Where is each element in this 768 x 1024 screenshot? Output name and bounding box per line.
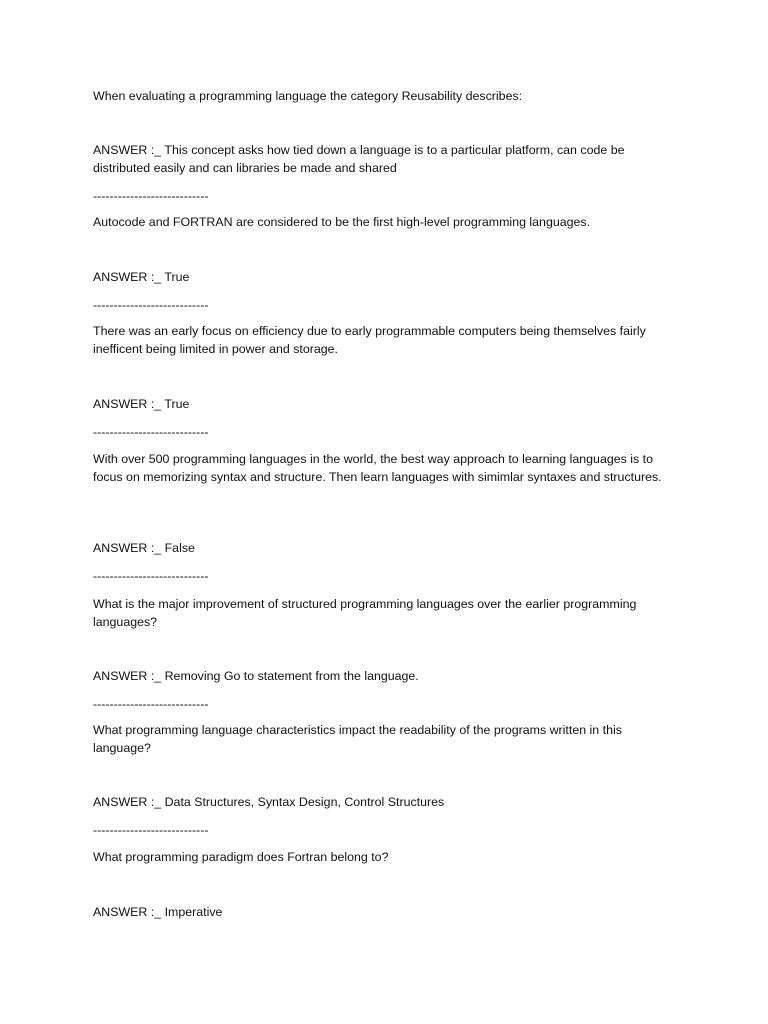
separator: ---------------------------- [93,823,209,837]
question-text: There was an early focus on efficiency due to early programmable computers being themselves fairly inefficent being limited in power and storage. [93,324,646,356]
answer-text: ANSWER :_ True [93,397,190,411]
separator: ---------------------------- [93,298,209,312]
answer-text: ANSWER :_ Imperative [93,905,223,919]
question-text: What is the major improvement of structured programming languages over the earlier programming languages? [93,597,637,629]
question-text: What programming language characteristics impact the readability of the programs written in this language? [93,723,622,755]
separator: ---------------------------- [93,569,209,583]
question-text: When evaluating a programming language the category Reusability describes: [93,89,523,103]
answer-text: ANSWER :_ Removing Go to statement from the language. [93,669,419,683]
separator: ---------------------------- [93,697,209,711]
answer-text: ANSWER :_ True [93,270,190,284]
answer-text: ANSWER :_ Data Structures, Syntax Design, Control Structures [93,795,445,809]
separator: ---------------------------- [93,425,209,439]
question-text: What programming paradigm does Fortran belong to? [93,850,389,864]
answer-text: ANSWER :_ This concept asks how tied down a language is to a particular platform, can code be distributed easily and can libraries be made and shared [93,143,625,175]
question-text: With over 500 programming languages in the world, the best way approach to learning languages is to focus on memorizing syntax and structure. Then learn languages with simimlar syntaxes and structures. [93,452,662,484]
question-text: Autocode and FORTRAN are considered to be the first high-level programming languages. [93,215,591,229]
separator: ---------------------------- [93,189,209,203]
answer-text: ANSWER :_ False [93,541,195,555]
